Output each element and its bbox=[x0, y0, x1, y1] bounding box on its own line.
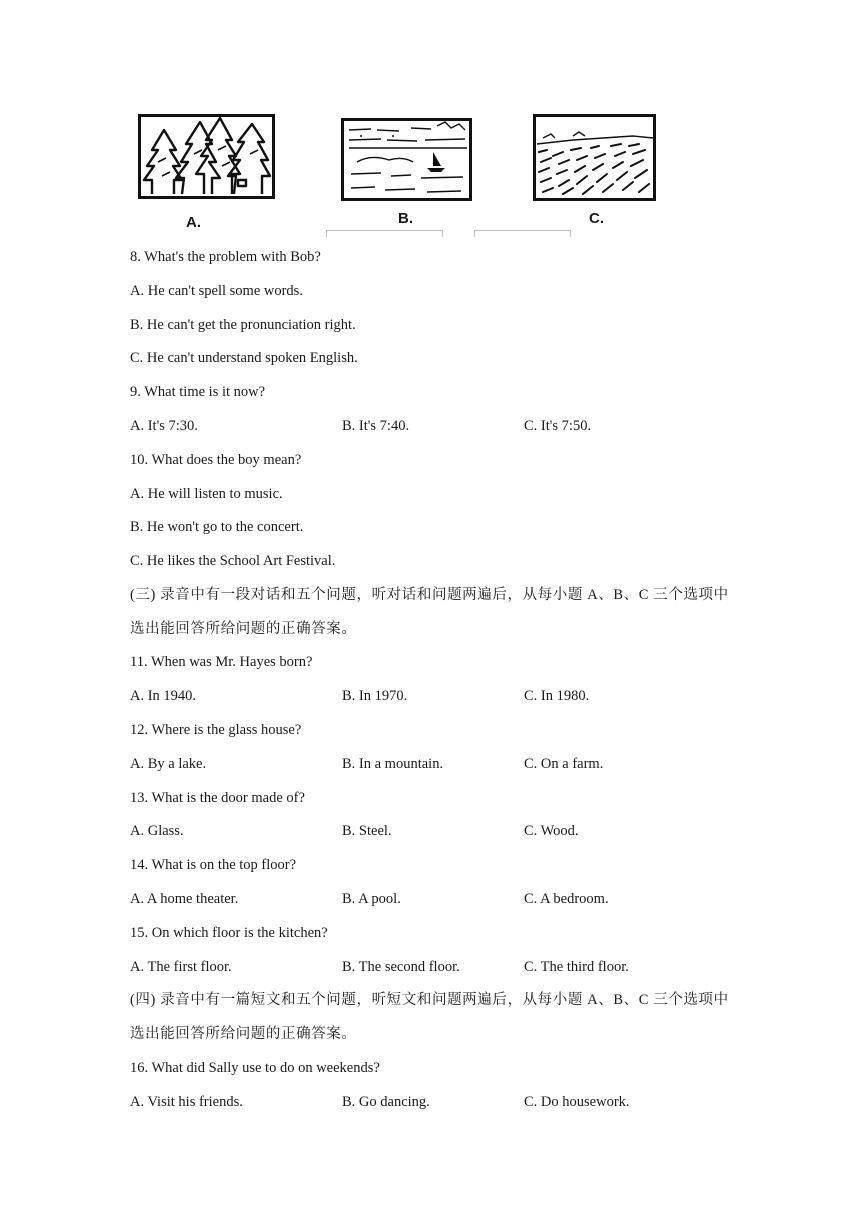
q10-option-a: A. He will listen to music. bbox=[130, 486, 283, 502]
lake-sailboat-picture bbox=[341, 118, 473, 202]
q13-option-a: A. Glass. bbox=[130, 823, 184, 839]
q10-option-b: B. He won't go to the concert. bbox=[130, 519, 304, 535]
question-10: 10. What does the boy mean? bbox=[130, 452, 302, 468]
q10-option-c: C. He likes the School Art Festival. bbox=[130, 553, 336, 569]
q11-option-b: B. In 1970. bbox=[342, 688, 408, 704]
q11-option-c: C. In 1980. bbox=[524, 688, 590, 704]
question-16: 16. What did Sally use to do on weekends? bbox=[130, 1060, 380, 1076]
q14-option-a: A. A home theater. bbox=[130, 891, 239, 907]
question-11: 11. When was Mr. Hayes born? bbox=[130, 654, 313, 670]
faint-divider-right bbox=[474, 230, 571, 237]
q15-option-b: B. The second floor. bbox=[342, 959, 460, 975]
picture-a-label: A. bbox=[186, 214, 201, 231]
q15-option-a: A. The first floor. bbox=[130, 959, 232, 975]
picture-c-label: C. bbox=[589, 210, 604, 227]
q9-option-c: C. It's 7:50. bbox=[524, 418, 592, 434]
q16-option-c: C. Do housework. bbox=[524, 1094, 630, 1110]
forest-picture bbox=[138, 114, 276, 200]
picture-b-label: B. bbox=[398, 210, 413, 227]
question-9: 9. What time is it now? bbox=[130, 384, 266, 400]
q16-option-a: A. Visit his friends. bbox=[130, 1094, 243, 1110]
q13-option-b: B. Steel. bbox=[342, 823, 392, 839]
q15-option-c: C. The third floor. bbox=[524, 959, 629, 975]
question-15: 15. On which floor is the kitchen? bbox=[130, 925, 328, 941]
q12-option-c: C. On a farm. bbox=[524, 756, 604, 772]
section-4-instructions-line-1: (四) 录音中有一篇短文和五个问题，听短文和问题两遍后，从每小题 A、B、C 三个选项中 bbox=[130, 992, 729, 1008]
q9-option-a: A. It's 7:30. bbox=[130, 418, 198, 434]
field-farm-picture bbox=[533, 114, 657, 202]
question-13: 13. What is the door made of? bbox=[130, 790, 305, 806]
section-3-instructions-line-1: (三) 录音中有一段对话和五个问题，听对话和问题两遍后，从每小题 A、B、C 三个选项中 bbox=[130, 587, 729, 603]
faint-divider-left bbox=[326, 230, 443, 237]
q8-option-a: A. He can't spell some words. bbox=[130, 283, 303, 299]
question-8: 8. What's the problem with Bob? bbox=[130, 249, 321, 265]
question-12: 12. Where is the glass house? bbox=[130, 722, 302, 738]
q12-option-b: B. In a mountain. bbox=[342, 756, 444, 772]
q14-option-c: C. A bedroom. bbox=[524, 891, 609, 907]
q8-option-b: B. He can't get the pronunciation right. bbox=[130, 317, 356, 333]
q16-option-b: B. Go dancing. bbox=[342, 1094, 430, 1110]
q12-option-a: A. By a lake. bbox=[130, 756, 207, 772]
question-14: 14. What is on the top floor? bbox=[130, 857, 297, 873]
section-3-instructions-line-2: 选出能回答所给问题的正确答案。 bbox=[130, 621, 357, 637]
q13-option-c: C. Wood. bbox=[524, 823, 579, 839]
q11-option-a: A. In 1940. bbox=[130, 688, 197, 704]
q9-option-b: B. It's 7:40. bbox=[342, 418, 410, 434]
q14-option-b: B. A pool. bbox=[342, 891, 401, 907]
section-4-instructions-line-2: 选出能回答所给问题的正确答案。 bbox=[130, 1026, 357, 1042]
q8-option-c: C. He can't understand spoken English. bbox=[130, 350, 358, 366]
